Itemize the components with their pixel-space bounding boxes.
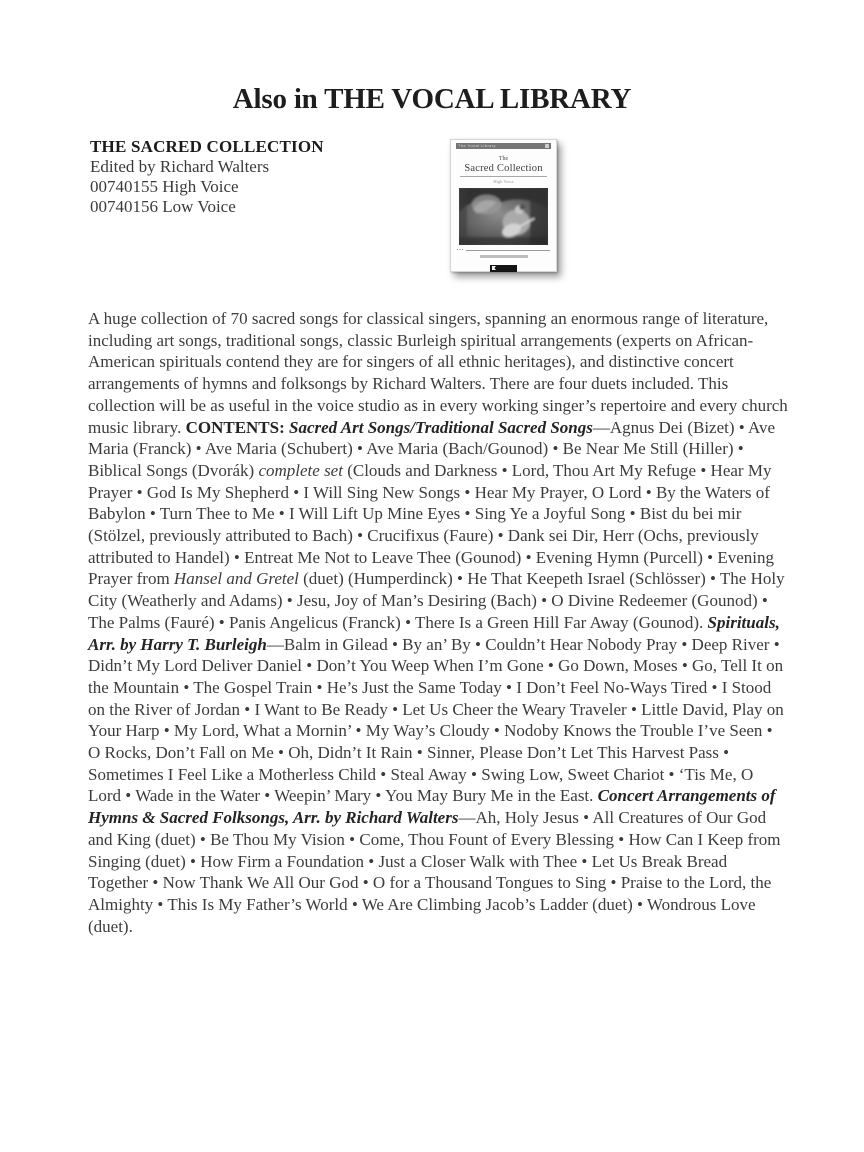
cover-rule-bottom — [457, 248, 550, 252]
product-info — [90, 137, 324, 217]
product-item-high-voice: 00740155 High Voice — [90, 177, 239, 196]
body-segment: Sacred Art Songs/Traditional Sacred Songs — [289, 417, 593, 437]
product-editor: Edited by Richard Walters — [90, 157, 270, 176]
cover-subtitle-high-voice: High Voice — [493, 179, 514, 184]
page-title: Also in THE VOCAL LIBRARY — [232, 83, 632, 116]
cover-credit-line — [480, 255, 528, 258]
body-segment: —Ah, Holy Jesus • All Creatures of Our God and King (duet) • Be Thou My Vision • Come, Thou Fount of Every Blessing • How Can I Keep from Singing (duet) • How Firm a Foundation • Just a Closer Walk with Thee • Let Us Break Bread Together • Now Thank We All Our God • O for a Thousand Tongues to Sing • Praise to the Lord, the Almighty • This Is My Father’s World • We Are Climbing Jacob’s Ladder (duet) • Wondrous Love (duet). — [88, 808, 781, 936]
body-segment: A huge collection of 70 sacred songs for classical singers, spanning an enormous range of literature, including art songs, traditional songs, classic Burleigh spiritual arrangements (experts on African-American spirituals contend they are for singers of all ethnic heritages), and distinctive concert arrangements of hymns and folksongs by Richard Walters. There are four duets included. This collection will be as useful in the voice studio as in every working singer’s repertoire and every church music library. — [88, 309, 788, 437]
product-item-low-voice: 00740156 Low Voice — [90, 197, 236, 216]
body-segment: CONTENTS: — [185, 417, 290, 437]
body-segment: (duet) (Humperdinck) • He That Keepeth Israel (Schlösser) • The Holy City (Weatherly and Adams) • Jesu, Joy of Man’s Desiring (Bach) • O Divine Redeemer (Gounod) • The Palms (Fauré) • Panis Angelicus (Franck) • There Is a Green Hill Far Away (Gounod). — [88, 569, 785, 632]
hal-leonard-logo — [490, 265, 517, 272]
cover-series-band-label: The Vocal Library — [458, 144, 496, 148]
cover-series-band — [456, 143, 551, 149]
description-paragraph — [88, 308, 789, 937]
body-segment: —Balm in Gilead • By an’ By • Couldn’t Hear Nobody Pray • Deep River • Didn’t My Lord Deliver Daniel • Don’t You Weep When I’m Gone • Go Down, Moses • Go, Tell It on the Mountain • The Gospel Train • He’s Just the Same Today • I Don’t Feel No-Ways Tired • I Stood on the River of Jordan • I Want to Be Ready • Let Us Cheer the Weary Traveler • Little David, Play on Your Harp • My Lord, What a Mornin’ • My Way’s Cloudy • Nodoby Knows the Trouble I’ve Seen • O Rocks, Don’t Fall on Me • Oh, Didn’t It Rain • Sinner, Please Don’t Let This Harvest Pass • Sometimes I Feel Like a Motherless Child • Steal Away • Swing Low, Sweet Chariot • ‘Tis Me, O Lord • Wade in the Water • Weepin’ Mary • You May Bury Me in the East. — [88, 634, 784, 806]
cover-rule-dots: ••• — [457, 247, 465, 252]
cover-title-main: Sacred Collection — [464, 163, 543, 174]
cover-rule-top — [460, 176, 547, 177]
cover-title-the: The — [498, 156, 509, 162]
body-segment: —Agnus Dei (Bizet) • Ave Maria (Franck) • Ave Maria (Schubert) • Ave Maria (Bach/Gounod) • Be Near Me Still (Hiller) • Biblical Songs (Dvorák) — [88, 417, 776, 480]
cover-band-ornament-icon — [545, 144, 549, 148]
body-segment: Spirituals, Arr. by Harry T. Burleigh — [88, 612, 780, 654]
body-segment: (Clouds and Darkness • Lord, Thou Art My Refuge • Hear My Prayer • God Is My Shepherd • I Will Sing New Songs • Hear My Prayer, O Lord • By the Waters of Babylon • Turn Thee to Me • I Will Lift Up Mine Eyes • Sing Ye a Joyful Song • Bist du bei mir (Stölzel, previously attributed to Bach) • Crucifixus (Faure) • Dank sei Dir, Herr (Ochs, previously attributed to Handel) • Entreat Me Not to Leave Thee (Gounod) • Evening Hymn (Purcell) • Evening Prayer from — [88, 460, 775, 589]
body-segment: complete set — [258, 460, 343, 480]
body-segment: Hansel and Gretel — [173, 569, 299, 589]
body-segment: Concert Arrangements of Hymns & Sacred Folksongs, Arr. by Richard Walters — [88, 786, 776, 828]
product-name: THE SACRED COLLECTION — [90, 137, 324, 156]
book-cover-thumbnail — [450, 139, 557, 272]
lute-player-painting — [459, 188, 548, 245]
